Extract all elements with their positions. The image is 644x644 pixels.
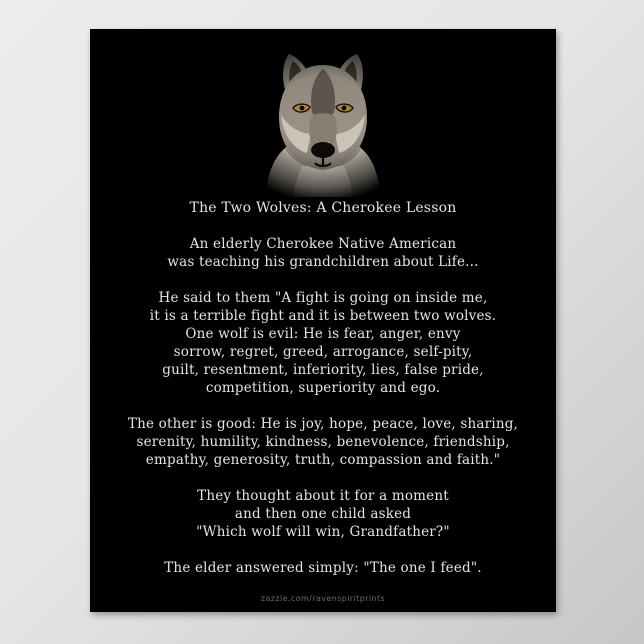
paragraph-good-wolf bbox=[90, 415, 556, 469]
wolf-head-illustration bbox=[237, 49, 409, 197]
poster-text-line: empathy, generosity, truth, compassion and faith." bbox=[145, 452, 501, 468]
paragraph-intro bbox=[90, 235, 556, 271]
poster-text-line: was teaching his grandchildren about Life... bbox=[167, 254, 479, 270]
paragraph-question bbox=[90, 487, 556, 541]
poster-text-line: serenity, humility, kindness, benevolence, friendship, bbox=[136, 434, 510, 450]
poster bbox=[90, 29, 556, 612]
poster-text-line: The elder answered simply: "The one I feed". bbox=[164, 560, 482, 576]
poster-text-line: and then one child asked bbox=[234, 506, 412, 522]
poster-text-line: The other is good: He is joy, hope, peace, love, sharing, bbox=[127, 416, 519, 432]
poster-text-line: sorrow, regret, greed, arrogance, self-pity, bbox=[173, 344, 473, 360]
poster-text-line: guilt, resentment, inferiority, lies, false pride, bbox=[162, 362, 484, 378]
poster-text-line: He said to them "A fight is going on inside me, bbox=[158, 290, 488, 306]
poster-text-line: They thought about it for a moment bbox=[197, 488, 449, 504]
poster-text-block bbox=[90, 199, 556, 577]
poster-text-line: An elderly Cherokee Native American bbox=[189, 236, 457, 252]
watermark-url: zazzle.com/ravenspiritprints bbox=[260, 594, 386, 603]
paragraph-answer bbox=[90, 559, 556, 577]
poster-text-line: it is a terrible fight and it is between two wolves. bbox=[149, 308, 497, 324]
poster-text-line: "Which wolf will win, Grandfather?" bbox=[196, 524, 450, 540]
paragraph-evil-wolf bbox=[90, 289, 556, 397]
poster-text-line: One wolf is evil: He is fear, anger, envy bbox=[185, 326, 461, 342]
wolf-head-image bbox=[237, 49, 409, 197]
poster-title: The Two Wolves: A Cherokee Lesson bbox=[189, 200, 457, 216]
poster-text-line: competition, superiority and ego. bbox=[205, 380, 441, 396]
